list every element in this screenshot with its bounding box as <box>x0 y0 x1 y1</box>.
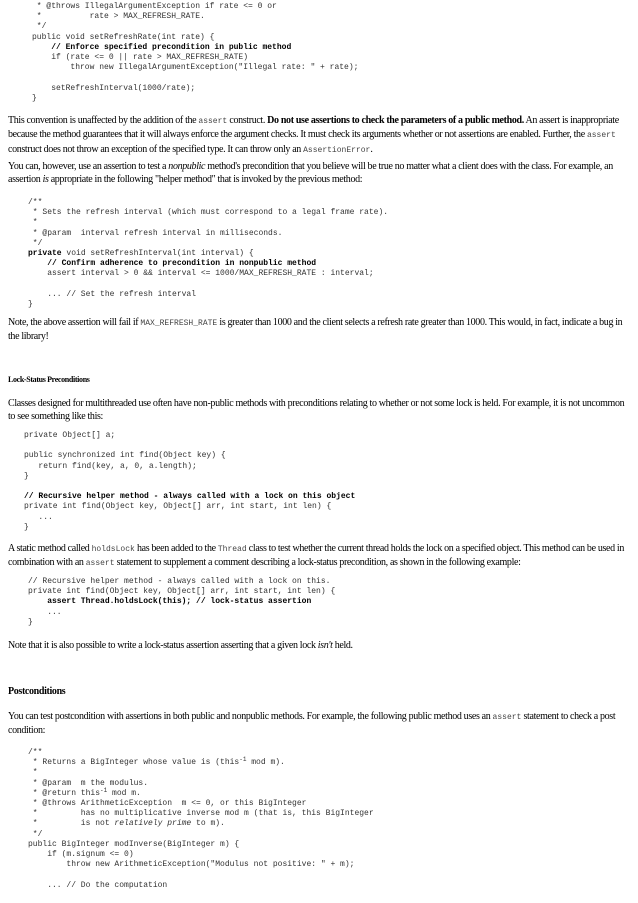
inline-code: assert <box>198 117 228 126</box>
code-line: */ <box>32 22 47 32</box>
code-line: public synchronized int find(Object key) { <box>24 451 226 461</box>
text: class to test whether the current thread holds the lock on a specified object. This method can be used in combination with an <box>8 543 624 569</box>
code-line: ... // Set the refresh interval <box>28 289 197 299</box>
code-block-set-refresh-rate <box>32 2 358 104</box>
paragraph-multithreaded: Classes designed for multithreaded use often have non-public methods with preconditions relating to whether or not some lock is held. For example, it is not uncommon to see something like this: <box>8 398 625 423</box>
code-line: * @return this <box>28 788 101 798</box>
code-line: * has no multiplicative inverse mod m (that is, this BigInteger <box>28 809 374 819</box>
code-line: to m). <box>191 819 225 829</box>
code-line: if (rate <= 0 || rate > MAX_REFRESH_RATE) <box>32 53 249 63</box>
code-line: throw new IllegalArgumentException("Illegal rate: " + rate); <box>32 63 359 73</box>
code-line: mod m). <box>246 758 285 768</box>
code-line: ... <box>28 607 62 617</box>
paragraph-postconditions <box>8 710 632 738</box>
text: construct. <box>227 115 268 126</box>
code-line: private int find(Object key, Object[] arr, int start, int len) { <box>28 587 336 597</box>
code-line: mod m. <box>107 788 141 798</box>
code-assertion-bold: assert Thread.holdsLock(this); // lock-status assertion <box>28 597 312 607</box>
italic-text: nonpublic <box>168 161 206 172</box>
code-line: if (m.signum <= 0) <box>28 850 134 860</box>
code-line: } <box>24 522 29 532</box>
code-line: private Object[] a; <box>24 431 116 440</box>
inline-code: assert <box>85 559 115 569</box>
code-block-mod-inverse <box>28 748 374 891</box>
code-line: * Sets the refresh interval (which must correspond to a legal frame rate). <box>28 208 389 218</box>
code-line: return find(key, a, 0, a.length); <box>24 461 197 471</box>
text: is greater than 1000 and the client selects a refresh rate greater than 1000. This would, in fact, indicate a bug in the library! <box>8 317 623 343</box>
inline-code: AssertionError <box>303 145 371 155</box>
paragraph-assert-convention <box>8 114 632 157</box>
code-line: * <box>28 218 38 228</box>
text: You can, however, use an assertion to test a <box>8 161 169 172</box>
code-block-find <box>24 431 355 533</box>
code-line: } <box>28 617 33 627</box>
text: method's precondition that you believe will be true no matter what a client does with the class. For example, an assertion <box>8 161 613 186</box>
inline-code: Thread <box>217 545 247 554</box>
text: appropriate in the following "helper method" that is invoked by the previous method: <box>48 174 363 186</box>
code-line: * <box>28 768 38 778</box>
code-line: void setRefreshInterval(int interval) { <box>61 249 254 259</box>
code-line: throw new ArithmeticException("Modulus not positive: " + m); <box>28 860 355 870</box>
code-line: public BigInteger modInverse(BigInteger m) { <box>28 839 240 849</box>
code-line: */ <box>28 829 43 839</box>
superscript: -1 <box>100 786 108 794</box>
text: held. <box>332 640 353 651</box>
heading-lock-status-preconditions: Lock-Status Preconditions <box>8 375 90 384</box>
code-comment-bold: // Recursive helper method - always called with a lock on this object <box>24 492 356 502</box>
text: construct does not throw an exception of the specified type. It can throw only an <box>8 143 304 155</box>
italic-text: is <box>42 174 49 186</box>
inline-code: holdsLock <box>91 545 135 554</box>
text: Note that it is also possible to write a lock-status assertion asserting that a given lock <box>8 640 318 651</box>
code-line: } <box>32 93 37 103</box>
code-line: public void setRefreshRate(int rate) { <box>32 32 215 42</box>
inline-code: assert <box>586 131 616 141</box>
code-line: private int find(Object key, Object[] arr, int start, int len) { <box>24 502 332 512</box>
code-comment-bold: // Confirm adherence to precondition in nonpublic method <box>28 259 317 269</box>
code-line: } <box>28 300 33 310</box>
code-line: } <box>24 471 29 481</box>
text: Note, the above assertion will fail if <box>8 317 141 328</box>
code-keyword-bold: private <box>28 249 62 259</box>
code-line: ... // Do the computation <box>28 880 168 890</box>
code-line: * @throws IllegalArgumentException if rate <= 0 or <box>32 2 277 11</box>
code-line: * @param m the modulus. <box>28 778 149 788</box>
code-comment-bold: // Enforce specified precondition in public method <box>32 42 292 52</box>
text: . <box>370 143 373 155</box>
text: statement to supplement a comment describing a lock-status precondition, as shown in the following example: <box>114 557 521 569</box>
code-line: setRefreshInterval(1000/rate); <box>32 83 196 93</box>
code-line: /** <box>28 198 43 207</box>
paragraph-lock-not-held <box>8 639 632 652</box>
superscript: -1 <box>239 756 247 764</box>
code-line: */ <box>28 238 43 248</box>
code-line: ... <box>24 512 53 522</box>
code-line: * @param interval refresh interval in milliseconds. <box>28 228 283 238</box>
bold-text: Do not use assertions to check the parameters of a public method. <box>267 115 524 126</box>
code-line: * rate > MAX_REFRESH_RATE. <box>32 12 205 22</box>
text: This convention is unaffected by the addition of the <box>8 115 199 126</box>
inline-code: MAX_REFRESH_RATE <box>140 319 218 328</box>
code-line: assert interval > 0 && interval <= 1000/MAX_REFRESH_RATE : interval; <box>28 269 374 279</box>
code-line: * Returns a BigInteger whose value is (this <box>28 758 240 768</box>
text: has been added to the <box>134 543 218 554</box>
paragraph-nonpublic <box>8 160 632 187</box>
code-block-set-refresh-interval <box>28 198 388 310</box>
code-line: * @throws ArithmeticException m <= 0, or this BigInteger <box>28 799 307 809</box>
paragraph-assertion-fail-note <box>8 316 632 344</box>
italic-text: isn't <box>317 640 333 651</box>
heading-postconditions: Postconditions <box>8 686 66 697</box>
paragraph-holds-lock <box>8 542 632 571</box>
italic-code: relatively prime <box>114 819 192 829</box>
text: An assert is inappropriate because the method guarantees that it will always enforce the argument checks. It must check its arguments whether or not assertions are enabled. Further, the <box>8 115 619 141</box>
code-line: // Recursive helper method - always called with a lock on this. <box>28 577 331 586</box>
code-line: /** <box>28 748 43 757</box>
text: A static method called <box>8 543 92 554</box>
text: statement to check a post condition: <box>8 711 616 737</box>
text: You can test postcondition with assertions in both public and nonpublic methods. For example, the following public method uses an <box>8 711 493 722</box>
code-line: * is not <box>28 819 115 829</box>
code-block-holds-lock <box>28 577 335 628</box>
inline-code: assert <box>492 713 522 722</box>
